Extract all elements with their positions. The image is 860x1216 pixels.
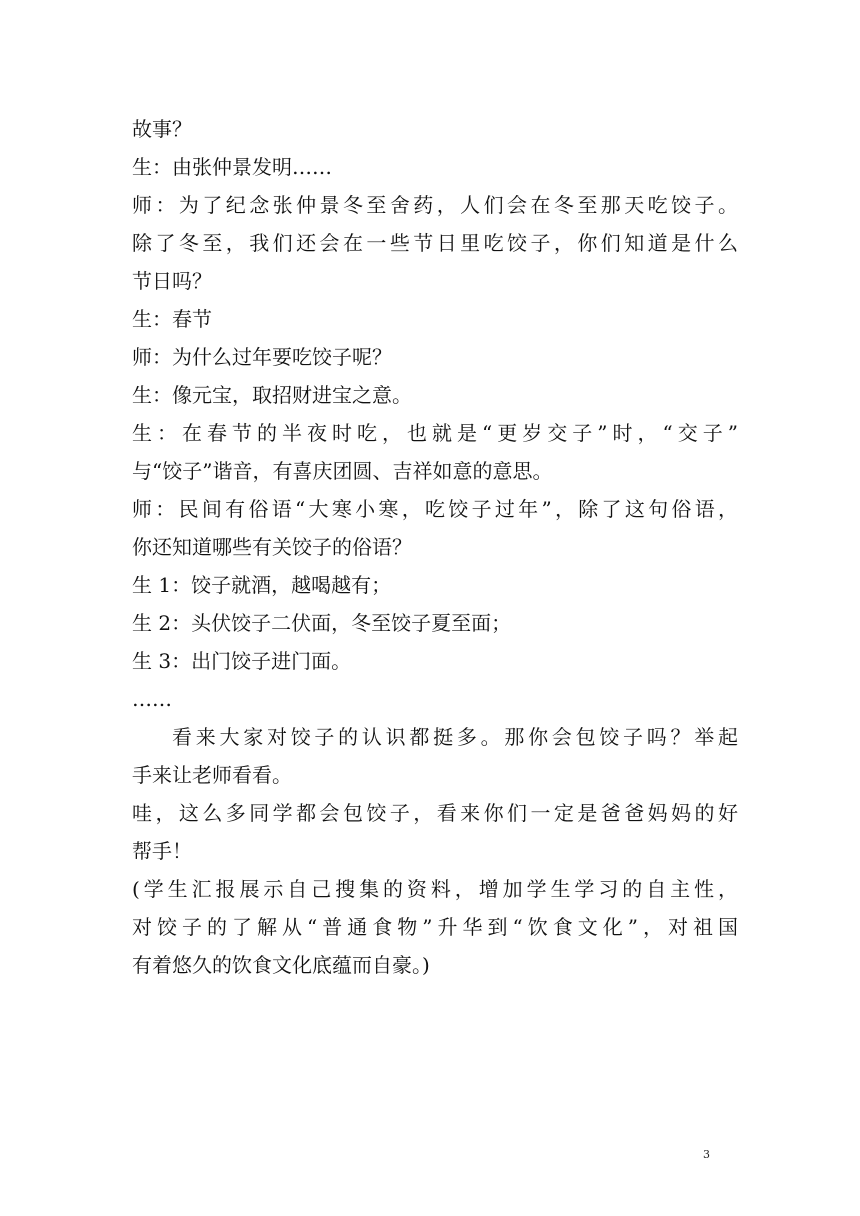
text-line: 帮手！ bbox=[132, 839, 192, 863]
text-line: 生 1：饺子就酒，越喝越有； bbox=[132, 573, 392, 597]
text-line: 手来让老师看看。 bbox=[132, 763, 292, 787]
document-body bbox=[132, 110, 738, 984]
text-line: 你还知道哪些有关饺子的俗语？ bbox=[132, 535, 412, 559]
page-number: 3 bbox=[703, 1148, 710, 1161]
text-line: 生：像元宝，取招财进宝之意。 bbox=[132, 383, 412, 407]
text-line: 除了冬至，我们还会在一些节日里吃饺子，你们知道是什么 bbox=[132, 231, 738, 255]
text-line: 生：在春节的半夜时吃，也就是“更岁交子”时，“交子” bbox=[132, 421, 738, 445]
text-line: (学生汇报展示自己搜集的资料，增加学生学习的自主性， bbox=[132, 877, 738, 901]
text-line: 故事？ bbox=[132, 117, 192, 141]
text-line: 节日吗？ bbox=[132, 269, 212, 293]
text-line: 生：由张仲景发明…… bbox=[132, 155, 332, 179]
text-line: 生：春节 bbox=[132, 307, 212, 331]
text-line: 生 3：出门饺子进门面。 bbox=[132, 649, 352, 673]
text-line: 师：为了纪念张仲景冬至舍药，人们会在冬至那天吃饺子。 bbox=[132, 193, 738, 217]
text-line: 与“饺子”谐音，有喜庆团圆、吉祥如意的意思。 bbox=[132, 459, 553, 483]
text-line: 有着悠久的饮食文化底蕴而自豪。) bbox=[132, 953, 430, 977]
text-line: 师：民间有俗语“大寒小寒，吃饺子过年”，除了这句俗语， bbox=[132, 497, 738, 521]
text-line: …… bbox=[132, 687, 172, 711]
text-line: 师：为什么过年要吃饺子呢？ bbox=[132, 345, 392, 369]
text-line: 看来大家对饺子的认识都挺多。那你会包饺子吗？举起 bbox=[172, 725, 738, 749]
text-line: 哇，这么多同学都会包饺子，看来你们一定是爸爸妈妈的好 bbox=[132, 801, 738, 825]
text-line: 生 2：头伏饺子二伏面，冬至饺子夏至面； bbox=[132, 611, 512, 635]
text-line: 对饺子的了解从“普通食物”升华到“饮食文化”，对祖国 bbox=[132, 915, 738, 939]
